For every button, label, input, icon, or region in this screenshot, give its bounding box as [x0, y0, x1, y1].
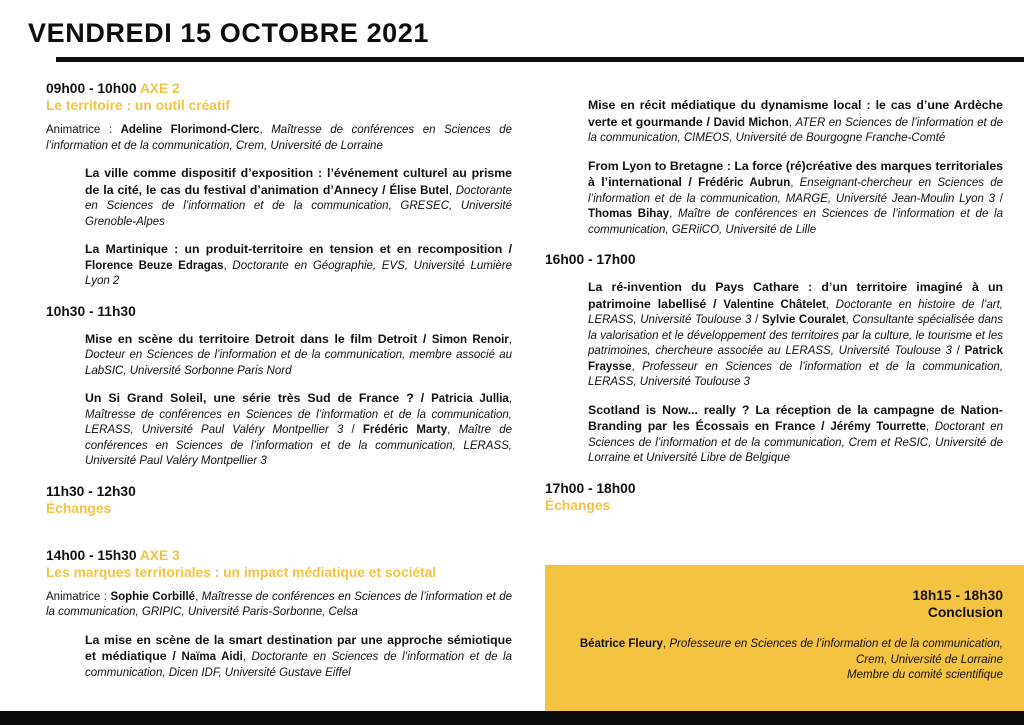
talk-item: La ville comme dispositif d’exposition : l’événement culturel au prisme de la cité, le cas du festival d’animation d’Annecy / Élise Butel, Doctorante en Sciences de l’information et de la communication, GRESEC, Université Grenoble-Alpes [85, 166, 513, 228]
conclusion-membership: Membre du comité scientifique [847, 669, 1003, 681]
conclusion-speaker: Béatrice Fleury, Professeure en Sciences de l’information et de la communication, Crem, Université de Lorraine [579, 638, 1003, 666]
time-heading: 09h00 - 10h00 AXE 2 [46, 81, 180, 96]
talk-item: Mise en récit médiatique du dynamisme local : le cas d’une Ardèche verte et gourmande / David Michon, ATER en Sciences de l’information et de la communication, CIMEOS, Université de Bourgogne Franche-Comté [588, 98, 1003, 144]
conclusion-box [545, 565, 1024, 711]
session-title: Échanges [545, 497, 611, 513]
conclusion-title: Conclusion [927, 605, 1003, 620]
session-title: Les marques territoriales : un impact médiatique et sociétal [46, 564, 437, 580]
talk-item: La mise en scène de la smart destination par une approche sémiotique et médiatique / Naïma Aidi, Doctorante en Sciences de l’information et de la communication, Dicen IDF, Université Gustave Eiffel [85, 632, 512, 679]
right-column [545, 80, 1024, 514]
conclusion-time: 18h15 - 18h30 [912, 588, 1003, 603]
facilitator-line: Animatrice : Sophie Corbillé, Maîtresse de conférences en Sciences de l’information et de la communication, GRIPIC, Université Paris-Sorbonne, Celsa [46, 590, 512, 618]
talk-item: La Martinique : un produit-territoire en tension et en recomposition / Florence Beuze Edragas, Doctorante en Géographie, EVS, Université Lumière Lyon 2 [85, 242, 513, 287]
title-rule [56, 57, 1024, 62]
talk-item: Mise en scène du territoire Detroit dans le film Detroit / Simon Renoir, Docteur en Sciences de l’information et de la communication, membre associé au LabSIC, Université Sorbonne Paris Nord [85, 331, 512, 377]
left-column [46, 80, 512, 681]
time-heading: 10h30 - 11h30 [46, 303, 136, 319]
page-title: VENDREDI 15 OCTOBRE 2021 [28, 18, 430, 48]
session-title: Échanges [46, 500, 112, 516]
talk-item: Scotland is Now... really ? La réception de la campagne de Nation-Branding par les Écossais en France / Jérémy Tourrette, Doctorant en Sciences de l’information et de la communication, Crem et ReSIC, Université de Lorraine et Université Libre de Belgique [588, 402, 1003, 464]
session-title: Le territoire : un outil créatif [46, 98, 230, 113]
facilitator-line: Animatrice : Adeline Florimond-Clerc, Maîtresse de conférences en Sciences de l’information et de la communication, Crem, Université de Lorraine [46, 124, 512, 152]
talk-item: From Lyon to Bretagne : La force (ré)créative des marques territoriales à l’international / Frédéric Aubrun, Enseignant-chercheur en Sciences de l’information et de la communication, MARGE, Université Jean-Moulin Lyon 3 / Thomas Bihay, Maître de conférences en Sciences de l’information et de la communication, GERiiCO, Université de Lille [588, 158, 1004, 236]
time-heading: 16h00 - 17h00 [545, 252, 636, 267]
talk-item: La ré-invention du Pays Cathare : d’un territoire imaginé à un patrimoine labellisé / Valentine Châtelet, Doctorante en histoire de l’art, LERASS, Université Toulouse 3 / Sylvie Couralet, Consultante spécialisée dans la valorisation et le développement des territoires par la culture, le tourisme et les patrimoines, chercheure associée au LERASS, Université Toulouse 3 / Patrick Fraysse, Professeur en Sciences de l’information et de la communication, LERASS, Université Toulouse 3 [588, 280, 1004, 388]
page-header [0, 0, 1024, 62]
bottom-bar [0, 711, 1024, 725]
time-heading: 11h30 - 12h30 [46, 483, 136, 499]
talk-item: Un Si Grand Soleil, une série très Sud de France ? / Patricia Jullia, Maîtresse de conférences en Sciences de l’information et de la communication, LERASS, Université Paul Valéry Montpellier 3 / Frédéric Marty, Maître de conférences en Sciences de l’information et de la communication, LERASS, Université Paul Valéry Montpellier 3 [85, 391, 513, 467]
time-heading: 14h00 - 15h30 AXE 3 [46, 547, 180, 563]
time-heading: 17h00 - 18h00 [545, 480, 636, 496]
